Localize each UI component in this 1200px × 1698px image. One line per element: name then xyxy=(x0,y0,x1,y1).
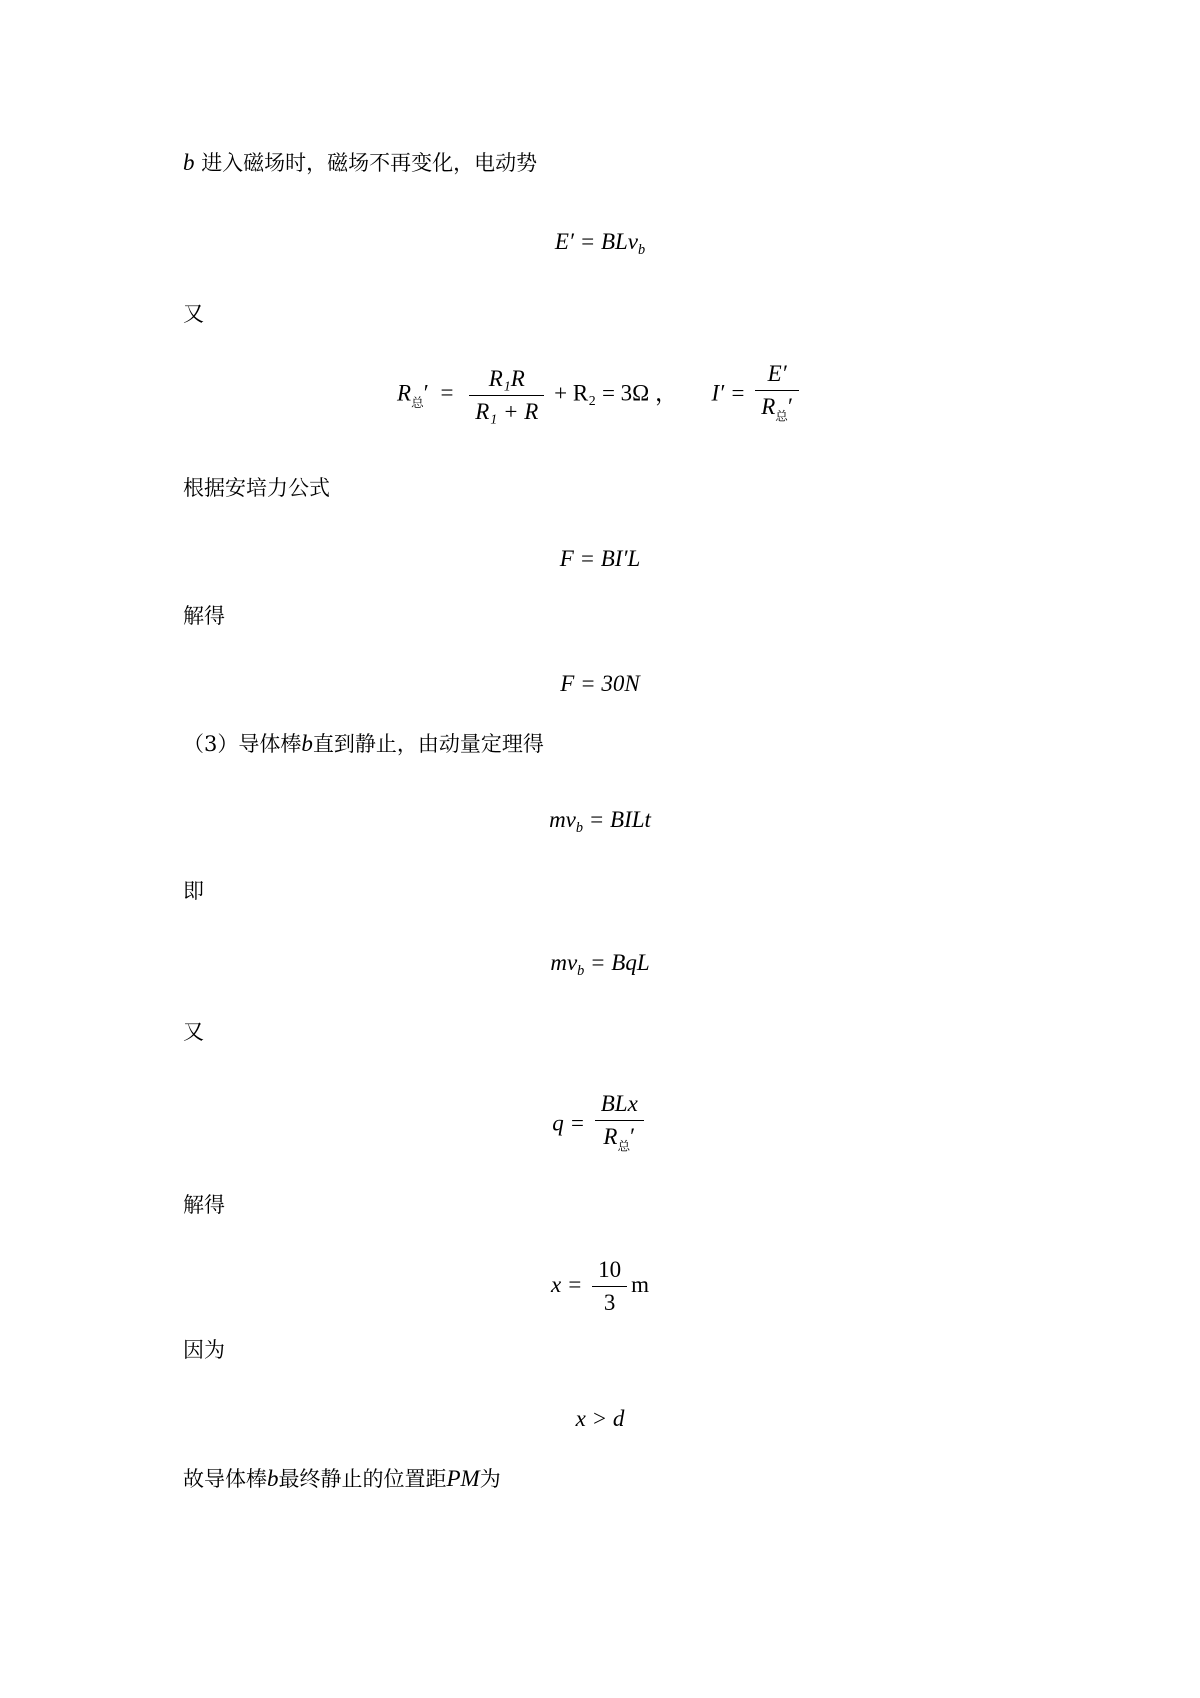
equation-emf xyxy=(0,228,1200,264)
paragraph-text: 进入磁场时，磁场不再变化，电动势 xyxy=(201,151,538,175)
equation-compare: x > d xyxy=(575,1406,625,1431)
paragraph-part-3 xyxy=(183,730,544,758)
fraction-den: R₁ + R xyxy=(475,398,539,424)
current-num: E′ xyxy=(755,360,799,391)
equation-force: F = BI′L xyxy=(559,546,641,571)
fraction-num: R₁R xyxy=(469,365,544,396)
current-lhs: I′ = xyxy=(711,380,746,406)
paragraph-final-position: 故导体棒b最终静止的位置距PM为 xyxy=(183,1466,501,1491)
r-total-prime: ′ xyxy=(423,380,429,406)
equation-charge: q = $\frac{\text{BLx}}{R_总'}$ xyxy=(0,1090,1200,1160)
equation-emf-subscript: b xyxy=(638,241,646,258)
equation-momentum-charge: $mv_b$ = BqL xyxy=(550,950,650,979)
equation-rest: + R₂ = 3Ω ， xyxy=(554,380,679,406)
paragraph-namely: 即 xyxy=(183,879,204,903)
paragraph-b-enters-field xyxy=(183,149,537,177)
var-b: b xyxy=(301,731,313,756)
paragraph-ampere-force: 根据安培力公式 xyxy=(183,476,330,500)
part-3-suffix: 直到静止，由动量定理得 xyxy=(312,732,544,756)
fraction-current xyxy=(755,360,799,430)
current-den: $R_总'$ xyxy=(761,394,793,424)
paragraph-solve-1: 解得 xyxy=(183,604,225,628)
r-total-sub: 总 xyxy=(411,395,424,410)
equation-distance: x = $\frac{10}{3}$ m xyxy=(550,1257,650,1315)
part-3-prefix: （3）导体棒 xyxy=(183,732,302,756)
equation-emf-body: E′ = BLv xyxy=(554,229,639,254)
var-b: b xyxy=(183,150,195,175)
paragraph-solve-2: 解得 xyxy=(183,1193,225,1217)
paragraph-also-2: 又 xyxy=(183,1020,204,1044)
paragraph-because: 因为 xyxy=(183,1338,225,1362)
equation-force-result: F = 30N xyxy=(560,671,640,696)
paragraph-also-1: 又 xyxy=(183,302,204,326)
fraction-parallel xyxy=(469,365,544,426)
equation-momentum: $mv_b$ = BILt xyxy=(549,807,651,836)
r-total: R xyxy=(397,380,412,406)
equation-total-resistance: $R_总'$ = $\frac{\text{R₁R}}{\text{R₁ + R}}$ + R₂ = 3Ω ， I′ = $\frac{E'}{R_总'}$ xyxy=(0,360,1200,430)
